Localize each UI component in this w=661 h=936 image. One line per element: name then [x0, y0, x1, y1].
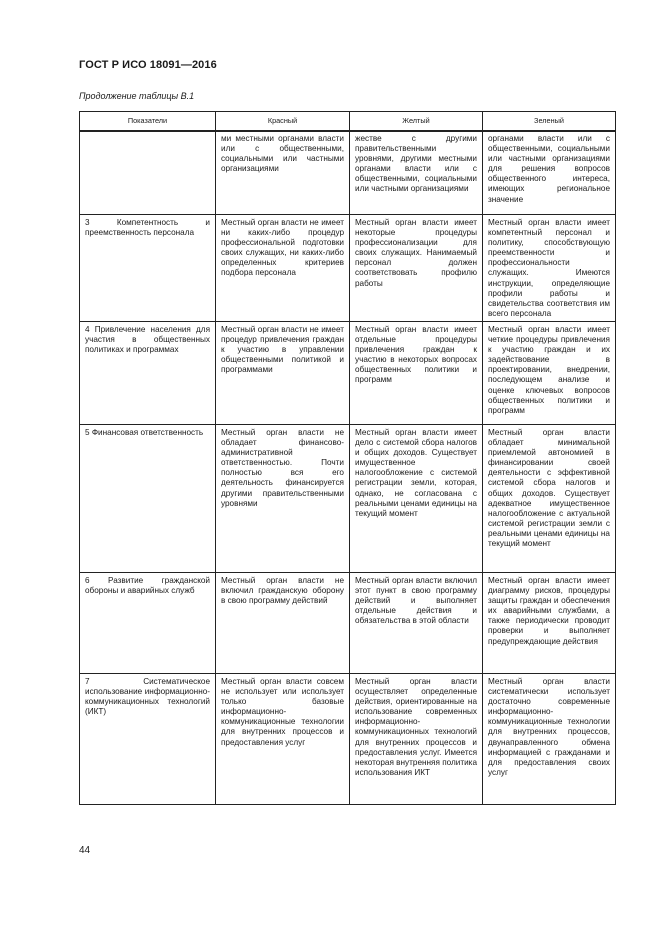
red-level-cell: Местный орган власти не включил гражданскую оборону в свою программу действий: [216, 572, 350, 673]
page-number: 44: [79, 845, 91, 856]
indicator-cell: 6 Развитие гражданской обороны и аварийных служб: [80, 572, 216, 673]
red-level-cell: Местный орган власти совсем не использует или использует только базовые информационно-коммуникационные технологии для внутренних процессов и предоставления услуг: [216, 673, 350, 804]
column-header-yellow: Желтый: [350, 112, 483, 132]
table-header-row: [80, 112, 616, 132]
table-row: [80, 424, 616, 572]
column-header-red: Красный: [216, 112, 350, 132]
table-row: [80, 572, 616, 673]
yellow-level-cell: Местный орган власти осуществляет определенные действия, ориентированные на использование современных информационно-коммуникационных технологий для внутренних процессов и предоставления услуг. Имеется некоторая внутренняя политика использования ИКТ: [350, 673, 483, 804]
yellow-level-cell: Местный орган власти имеет некоторые процедуры профессионализации для своих служащих. Нанимаемый персонал должен соответствовать профилю работы: [350, 215, 483, 322]
column-header-green: Зеленый: [483, 112, 616, 132]
column-header-indicator: Показатели: [80, 112, 216, 132]
yellow-level-cell: Местный орган власти включил этот пункт в свою программу действий и выполняет отдельные действия и обязательства в этой области: [350, 572, 483, 673]
red-level-cell: Местный орган власти не обладает финансово-административной ответственностью. Почти полностью вся его деятельность финансируется другими правительственными уровнями: [216, 424, 350, 572]
green-level-cell: органами власти или с общественными, социальными или частными организациями для решения вопросов общественного интереса, имеющих региональное значение: [483, 131, 616, 215]
green-level-cell: Местный орган власти имеет компетентный персонал и политику, способствующую преемственности и профессиональности служащих. Имеются инструкции, определяющие профили работы и свидетельства соответствия им всего персонала: [483, 215, 616, 322]
indicator-cell: 3 Компетентность и преемственность персонала: [80, 215, 216, 322]
red-level-cell: ми местными органами власти или с общественными, социальными или частными организациями: [216, 131, 350, 215]
table-row: [80, 215, 616, 322]
green-level-cell: Местный орган власти обладает минимальной приемлемой автономией в финансировании своей деятельности с эффективной системой сбора налогов и общих доходов. Существует адекватное имущественное налогообложение с актуальной системой регистрации земли с реальными ценами единицы на текущий момент: [483, 424, 616, 572]
table-row: [80, 131, 616, 215]
indicator-cell: 5 Финансовая ответственность: [80, 424, 216, 572]
red-level-cell: Местный орган власти не имеет ни каких-либо процедур профессиональной подготовки своих служащих, ни каких-либо определенных критериев подбора персонала: [216, 215, 350, 322]
table-row: [80, 673, 616, 804]
green-level-cell: Местный орган власти систематически использует достаточно современные информационно-коммуникационные технологии для внутренних процессов, двунаправленного обмена информацией с гражданами и для предоставления своих услуг: [483, 673, 616, 804]
yellow-level-cell: Местный орган власти имеет отдельные процедуры привлечения граждан к участию в некоторых вопросах общественных политики и программ: [350, 321, 483, 424]
green-level-cell: Местный орган власти имеет диаграмму рисков, процедуры защиты граждан и обеспечения их аварийными службами, а также периодически проводит проверки и выполняет предупреждающие действия: [483, 572, 616, 673]
table-row: [80, 321, 616, 424]
table-caption: Продолжение таблицы В.1: [79, 91, 195, 101]
red-level-cell: Местный орган власти не имеет процедур привлечения граждан к участию в управлении общественными политикой и программами: [216, 321, 350, 424]
criteria-table: [79, 111, 616, 805]
yellow-level-cell: жестве с другими правительственными уровнями, другими местными органами власти или с общественными, социальными или частными организациями: [350, 131, 483, 215]
green-level-cell: Местный орган власти имеет четкие процедуры привлечения к участию граждан и их задействование в проектировании, внедрении, последующем анализе и оценке ключевых вопросов общественных политики и программ: [483, 321, 616, 424]
yellow-level-cell: Местный орган власти имеет дело с системой сбора налогов и общих доходов. Существует имущественное налогообложение с системой регистрации земли, которая, однако, не согласована с реальными ценами единицы на текущий момент: [350, 424, 483, 572]
indicator-cell: 7 Систематическое использование информационно-коммуникационных технологий (ИКТ): [80, 673, 216, 804]
indicator-cell: [80, 131, 216, 215]
indicator-cell: 4 Привлечение населения для участия в общественных политиках и программах: [80, 321, 216, 424]
document-code: ГОСТ Р ИСО 18091—2016: [79, 59, 217, 71]
